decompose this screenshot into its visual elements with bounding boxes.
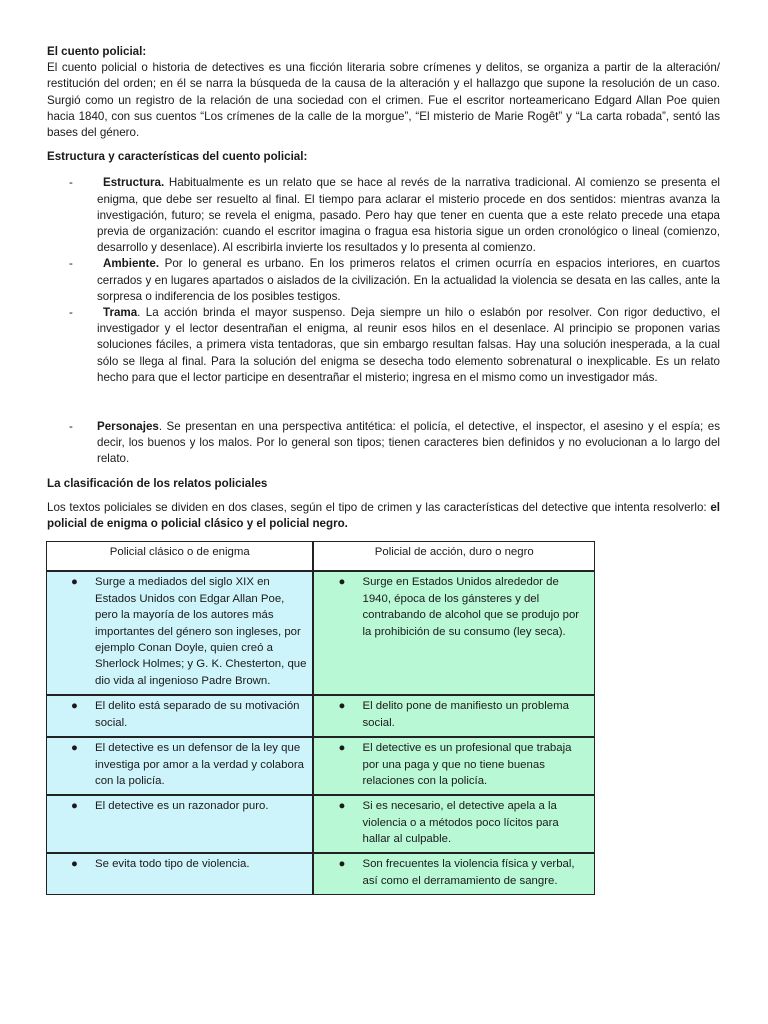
table-cell-classic xyxy=(46,853,313,895)
item-term: Ambiente. xyxy=(103,257,160,271)
bullet-dot: ● xyxy=(338,800,346,813)
column-header-action: Policial de acción, duro o negro xyxy=(313,541,595,571)
classification-heading: La clasificación de los relatos policiales xyxy=(47,476,268,490)
table-cell-classic xyxy=(46,795,313,853)
table-row xyxy=(46,695,595,737)
item-term: Trama xyxy=(103,306,138,320)
structure-list xyxy=(47,175,720,467)
dash-marker: - xyxy=(69,306,73,320)
cell-text: El delito está separado de su motivación social. xyxy=(95,700,300,729)
list-item-ambiente xyxy=(47,256,720,305)
table-header-row xyxy=(46,541,595,571)
table-cell-action xyxy=(313,795,595,853)
classification-text: Los textos policiales se dividen en dos clases, según el tipo de crimen y las características del detective que intenta resolverlo: xyxy=(47,500,711,514)
item-text: . Se presentan en una perspectiva antitética: el policía, el detective, el inspector, el asesino y el espía; es decir, los buenos y los malos. Por lo general son tipos; tienen caracteres bien definidos y no evolucionan a lo largo del relato. xyxy=(97,420,720,466)
classification-text-bold: el policial de enigma o policial clásico y el policial negro. xyxy=(47,500,720,531)
cell-text: Surge a mediados del siglo XIX en Estados Unidos con Edgar Allan Poe, pero la mayoría de los autores más importantes del género son ingleses, por ejemplo Conan Doyle, quien creó a Sherlock Holmes; y G. K. Chesterton, que dio vida al ingenioso Padre Brown. xyxy=(95,576,307,687)
table-cell-classic xyxy=(46,571,313,695)
table-row xyxy=(46,853,595,895)
document-page xyxy=(47,44,720,895)
cell-text: El delito pone de manifiesto un problema social. xyxy=(362,700,569,729)
bullet-dot: ● xyxy=(71,858,78,871)
dash-marker: - xyxy=(69,420,73,434)
table-cell-action xyxy=(313,695,595,737)
item-term: Personajes xyxy=(97,420,159,434)
cell-text: Surge en Estados Unidos alrededor de 1940, época de los gánsteres y del contrabando de alcohol que se produjo por la prohibición de su consumo (ley seca). xyxy=(362,576,580,638)
item-text: . La acción brinda el mayor suspenso. Deja siempre un hilo o eslabón por resolver. Con rigor deductivo, el investigador y el lector desentrañan el enigma, al reunir esos hilos en el desenlace. Al principio se proponen varias soluciones fáciles, a primera vista tentadoras, que sin embargo resultan falsas. Hay una solución inesperada, a la cual sólo se llega al final. Para la solución del enigma se desecha todo elemento sobrenatural o inexplicable. Es un relato hecho para que el lector participe en desentrañar el misterio; ingresa en el mismo como un investigador más. xyxy=(97,306,720,384)
table-row xyxy=(46,795,595,853)
classification-paragraph xyxy=(47,500,720,532)
bullet-dot: ● xyxy=(71,576,78,589)
list-item-estructura xyxy=(47,175,720,256)
bullet-dot: ● xyxy=(338,700,346,713)
comparison-table xyxy=(46,541,595,895)
cell-text: El detective es un defensor de la ley que investiga por amor a la verdad y colabora con la policía. xyxy=(95,742,304,788)
table-cell-classic xyxy=(46,737,313,795)
cell-text: El detective es un razonador puro. xyxy=(95,800,269,813)
item-text: Por lo general es urbano. En los primeros relatos el crimen ocurría en espacios interiores, en cuartos cerrados y en lugares apartados o aislados de la civilización. En la actualidad la violencia se desata en las calles, ante la sorpresa o indiferencia de los posibles testigos. xyxy=(97,257,720,303)
bullet-dot: ● xyxy=(71,700,78,713)
list-item-trama xyxy=(47,305,720,386)
item-term: Estructura. xyxy=(103,176,165,190)
item-text: Habitualmente es un relato que se hace al revés de la narrativa tradicional. Al comienzo se presenta el enigma, que debe ser resuelto al final. El tiempo para aclarar el misterio procede en dos sentidos: mientras avanza la investigación, futuro; se revela el enigma, pasado. Pero hay que tener en cuenta que a este relato precede una etapa previa de organización: cuando el escritor imagina o fragua esa historia sigue un orden cronológico o lineal (comienzo, desarrollo y desenlace). Al escribirla invierte los resultados y lo presenta al comienzo. xyxy=(97,176,720,255)
bullet-dot: ● xyxy=(338,576,346,589)
structure-heading: Estructura y características del cuento policial: xyxy=(47,150,308,164)
bullet-dot: ● xyxy=(71,800,78,813)
table-cell-action xyxy=(313,571,595,695)
cell-text: El detective es un profesional que trabaja por una paga y que no tiene buenas relaciones con la policía. xyxy=(362,742,572,788)
bullet-dot: ● xyxy=(71,742,78,755)
bullet-dot: ● xyxy=(338,858,346,871)
dash-marker: - xyxy=(69,176,73,190)
list-item-personajes xyxy=(47,419,720,468)
table-cell-classic xyxy=(46,695,313,737)
cell-text: Se evita todo tipo de violencia. xyxy=(95,858,250,871)
cell-text: Son frecuentes la violencia física y verbal, así como el derramamiento de sangre. xyxy=(362,858,575,887)
table-cell-action xyxy=(313,737,595,795)
cell-text: Si es necesario, el detective apela a la violencia o a métodos poco lícitos para hallar al culpable. xyxy=(362,800,559,846)
table-row xyxy=(46,571,595,695)
dash-marker: - xyxy=(69,257,73,271)
table-cell-action xyxy=(313,853,595,895)
intro-paragraph: El cuento policial o historia de detectives es una ficción literaria sobre crímenes y delitos, se organiza a partir de la alteración/ restitución del orden; en él se narra la búsqueda de la causa de la alteración y el hallazgo que supone la resolución de un caso. Surgió como un registro de la relación de una sociedad con el crimen. Fue el escritor norteamericano Edgard Allan Poe quien hacia 1840, con sus cuentos “Los crímenes de la calle de la morgue”, “El misterio de Marie Rogêt” y “La carta robada”, sentó las bases del género. xyxy=(47,61,720,140)
table-row xyxy=(46,737,595,795)
bullet-dot: ● xyxy=(338,742,346,755)
intro-title: El cuento policial: xyxy=(47,45,147,58)
column-header-classic: Policial clásico o de enigma xyxy=(46,541,313,571)
